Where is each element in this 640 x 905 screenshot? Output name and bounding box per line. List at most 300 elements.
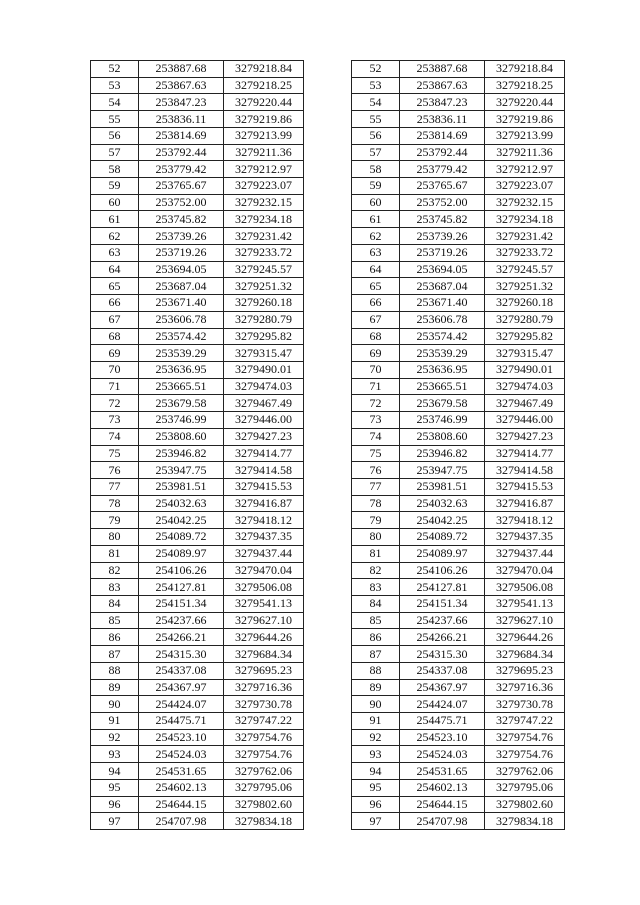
- point-number-cell: 54: [91, 94, 139, 111]
- point-number-cell: 96: [91, 796, 139, 813]
- x-coordinate-cell: 254523.10: [139, 729, 224, 746]
- point-number-cell: 97: [352, 813, 400, 830]
- y-coordinate-cell: 3279415.53: [485, 478, 565, 495]
- point-number-cell: 94: [352, 763, 400, 780]
- y-coordinate-cell: 3279234.18: [485, 211, 565, 228]
- point-number-cell: 87: [352, 646, 400, 663]
- point-number-cell: 96: [352, 796, 400, 813]
- x-coordinate-cell: 253606.78: [139, 311, 224, 328]
- y-coordinate-cell: 3279802.60: [224, 796, 304, 813]
- point-number-cell: 61: [91, 211, 139, 228]
- x-coordinate-cell: 253867.63: [139, 77, 224, 94]
- table-row: [352, 77, 565, 94]
- point-number-cell: 64: [352, 261, 400, 278]
- y-coordinate-cell: 3279218.25: [224, 77, 304, 94]
- x-coordinate-cell: 254042.25: [139, 512, 224, 529]
- y-coordinate-cell: 3279695.23: [485, 662, 565, 679]
- y-coordinate-cell: 3279211.36: [224, 144, 304, 161]
- point-number-cell: 67: [352, 311, 400, 328]
- table-row: [352, 629, 565, 646]
- x-coordinate-cell: 253779.42: [139, 161, 224, 178]
- table-row: [352, 779, 565, 796]
- y-coordinate-cell: 3279762.06: [485, 763, 565, 780]
- table-row: [352, 796, 565, 813]
- table-row: [91, 662, 304, 679]
- table-row: [352, 512, 565, 529]
- x-coordinate-cell: 254707.98: [400, 813, 485, 830]
- table-row: [91, 629, 304, 646]
- y-coordinate-cell: 3279414.58: [224, 462, 304, 479]
- table-row: [352, 412, 565, 429]
- point-number-cell: 84: [352, 596, 400, 613]
- x-coordinate-cell: 253792.44: [139, 144, 224, 161]
- y-coordinate-cell: 3279467.49: [224, 395, 304, 412]
- x-coordinate-cell: 254523.10: [400, 729, 485, 746]
- x-coordinate-cell: 254089.72: [400, 529, 485, 546]
- x-coordinate-cell: 253665.51: [139, 378, 224, 395]
- point-number-cell: 62: [91, 228, 139, 245]
- point-number-cell: 70: [91, 361, 139, 378]
- table-row: [352, 161, 565, 178]
- y-coordinate-cell: 3279802.60: [485, 796, 565, 813]
- y-coordinate-cell: 3279795.06: [224, 779, 304, 796]
- point-number-cell: 90: [352, 696, 400, 713]
- x-coordinate-cell: 253752.00: [139, 194, 224, 211]
- y-coordinate-cell: 3279834.18: [224, 813, 304, 830]
- y-coordinate-cell: 3279644.26: [485, 629, 565, 646]
- table-row: [352, 311, 565, 328]
- x-coordinate-cell: 253887.68: [139, 61, 224, 78]
- y-coordinate-cell: 3279414.77: [224, 445, 304, 462]
- x-coordinate-cell: 254475.71: [139, 713, 224, 730]
- x-coordinate-cell: 254089.72: [139, 529, 224, 546]
- y-coordinate-cell: 3279218.25: [485, 77, 565, 94]
- y-coordinate-cell: 3279418.12: [224, 512, 304, 529]
- table-body-left: [91, 61, 304, 830]
- x-coordinate-cell: 253671.40: [139, 295, 224, 312]
- point-number-cell: 91: [91, 713, 139, 730]
- x-coordinate-cell: 253694.05: [139, 261, 224, 278]
- y-coordinate-cell: 3279754.76: [485, 746, 565, 763]
- point-number-cell: 68: [91, 328, 139, 345]
- y-coordinate-cell: 3279218.84: [224, 61, 304, 78]
- x-coordinate-cell: 254089.97: [400, 545, 485, 562]
- point-number-cell: 80: [352, 529, 400, 546]
- x-coordinate-cell: 253636.95: [139, 361, 224, 378]
- y-coordinate-cell: 3279427.23: [224, 428, 304, 445]
- x-coordinate-cell: 253606.78: [400, 311, 485, 328]
- y-coordinate-cell: 3279234.18: [224, 211, 304, 228]
- y-coordinate-cell: 3279416.87: [485, 495, 565, 512]
- x-coordinate-cell: 254237.66: [139, 612, 224, 629]
- point-number-cell: 83: [91, 579, 139, 596]
- x-coordinate-cell: 254032.63: [139, 495, 224, 512]
- point-number-cell: 59: [352, 178, 400, 195]
- y-coordinate-cell: 3279716.36: [485, 679, 565, 696]
- table-row: [352, 729, 565, 746]
- x-coordinate-cell: 254089.97: [139, 545, 224, 562]
- x-coordinate-cell: 254524.03: [139, 746, 224, 763]
- point-number-cell: 67: [91, 311, 139, 328]
- y-coordinate-cell: 3279219.86: [485, 111, 565, 128]
- x-coordinate-cell: 253836.11: [139, 111, 224, 128]
- x-coordinate-cell: 253746.99: [400, 412, 485, 429]
- point-number-cell: 78: [91, 495, 139, 512]
- y-coordinate-cell: 3279315.47: [485, 345, 565, 362]
- y-coordinate-cell: 3279260.18: [485, 295, 565, 312]
- y-coordinate-cell: 3279506.08: [485, 579, 565, 596]
- x-coordinate-cell: 254337.08: [400, 662, 485, 679]
- point-number-cell: 93: [352, 746, 400, 763]
- y-coordinate-cell: 3279437.35: [485, 529, 565, 546]
- point-number-cell: 66: [352, 295, 400, 312]
- point-number-cell: 77: [91, 478, 139, 495]
- y-coordinate-cell: 3279219.86: [224, 111, 304, 128]
- point-number-cell: 95: [352, 779, 400, 796]
- x-coordinate-cell: 253765.67: [400, 178, 485, 195]
- y-coordinate-cell: 3279541.13: [485, 596, 565, 613]
- x-coordinate-cell: 254644.15: [400, 796, 485, 813]
- table-row: [91, 77, 304, 94]
- x-coordinate-cell: 254531.65: [139, 763, 224, 780]
- x-coordinate-cell: 253792.44: [400, 144, 485, 161]
- point-number-cell: 81: [352, 545, 400, 562]
- y-coordinate-cell: 3279414.58: [485, 462, 565, 479]
- y-coordinate-cell: 3279754.76: [224, 746, 304, 763]
- point-number-cell: 92: [352, 729, 400, 746]
- table-row: [91, 428, 304, 445]
- point-number-cell: 69: [91, 345, 139, 362]
- point-number-cell: 56: [352, 127, 400, 144]
- y-coordinate-cell: 3279233.72: [485, 244, 565, 261]
- table-body-right: [352, 61, 565, 830]
- y-coordinate-cell: 3279232.15: [224, 194, 304, 211]
- point-number-cell: 65: [352, 278, 400, 295]
- point-number-cell: 90: [91, 696, 139, 713]
- x-coordinate-cell: 253636.95: [400, 361, 485, 378]
- y-coordinate-cell: 3279627.10: [485, 612, 565, 629]
- y-coordinate-cell: 3279213.99: [224, 127, 304, 144]
- x-coordinate-cell: 253808.60: [400, 428, 485, 445]
- point-number-cell: 85: [91, 612, 139, 629]
- x-coordinate-cell: 253847.23: [139, 94, 224, 111]
- y-coordinate-cell: 3279644.26: [224, 629, 304, 646]
- x-coordinate-cell: 254042.25: [400, 512, 485, 529]
- y-coordinate-cell: 3279212.97: [224, 161, 304, 178]
- table-row: [352, 746, 565, 763]
- x-coordinate-cell: 253887.68: [400, 61, 485, 78]
- x-coordinate-cell: 253746.99: [139, 412, 224, 429]
- table-row: [91, 228, 304, 245]
- y-coordinate-cell: 3279315.47: [224, 345, 304, 362]
- x-coordinate-cell: 253539.29: [400, 345, 485, 362]
- point-number-cell: 73: [91, 412, 139, 429]
- x-coordinate-cell: 253739.26: [139, 228, 224, 245]
- y-coordinate-cell: 3279754.76: [485, 729, 565, 746]
- y-coordinate-cell: 3279795.06: [485, 779, 565, 796]
- table-row: [352, 495, 565, 512]
- y-coordinate-cell: 3279295.82: [224, 328, 304, 345]
- y-coordinate-cell: 3279446.00: [224, 412, 304, 429]
- point-number-cell: 63: [352, 244, 400, 261]
- table-row: [91, 579, 304, 596]
- table-row: [352, 545, 565, 562]
- table-row: [352, 646, 565, 663]
- y-coordinate-cell: 3279747.22: [485, 713, 565, 730]
- y-coordinate-cell: 3279754.76: [224, 729, 304, 746]
- point-number-cell: 68: [352, 328, 400, 345]
- table-row: [352, 244, 565, 261]
- x-coordinate-cell: 253847.23: [400, 94, 485, 111]
- point-number-cell: 65: [91, 278, 139, 295]
- y-coordinate-cell: 3279245.57: [485, 261, 565, 278]
- x-coordinate-cell: 253947.75: [139, 462, 224, 479]
- table-row: [352, 345, 565, 362]
- x-coordinate-cell: 253947.75: [400, 462, 485, 479]
- table-row: [352, 428, 565, 445]
- point-number-cell: 81: [91, 545, 139, 562]
- x-coordinate-cell: 254367.97: [400, 679, 485, 696]
- point-number-cell: 74: [91, 428, 139, 445]
- point-number-cell: 71: [91, 378, 139, 395]
- table-row: [91, 779, 304, 796]
- y-coordinate-cell: 3279437.44: [485, 545, 565, 562]
- x-coordinate-cell: 253752.00: [400, 194, 485, 211]
- point-number-cell: 69: [352, 345, 400, 362]
- table-row: [352, 445, 565, 462]
- y-coordinate-cell: 3279747.22: [224, 713, 304, 730]
- point-number-cell: 59: [91, 178, 139, 195]
- point-number-cell: 97: [91, 813, 139, 830]
- x-coordinate-cell: 253719.26: [400, 244, 485, 261]
- table-row: [352, 361, 565, 378]
- point-number-cell: 76: [352, 462, 400, 479]
- x-coordinate-cell: 254151.34: [400, 596, 485, 613]
- point-number-cell: 93: [91, 746, 139, 763]
- point-number-cell: 54: [352, 94, 400, 111]
- table-row: [91, 328, 304, 345]
- y-coordinate-cell: 3279437.35: [224, 529, 304, 546]
- y-coordinate-cell: 3279474.03: [224, 378, 304, 395]
- table-row: [91, 111, 304, 128]
- point-number-cell: 76: [91, 462, 139, 479]
- point-number-cell: 55: [352, 111, 400, 128]
- point-number-cell: 84: [91, 596, 139, 613]
- table-row: [91, 746, 304, 763]
- table-row: [352, 612, 565, 629]
- y-coordinate-cell: 3279627.10: [224, 612, 304, 629]
- table-row: [91, 478, 304, 495]
- x-coordinate-cell: 253574.42: [139, 328, 224, 345]
- x-coordinate-cell: 253671.40: [400, 295, 485, 312]
- point-number-cell: 60: [352, 194, 400, 211]
- table-row: [91, 796, 304, 813]
- point-number-cell: 58: [352, 161, 400, 178]
- point-number-cell: 55: [91, 111, 139, 128]
- point-number-cell: 94: [91, 763, 139, 780]
- x-coordinate-cell: 254127.81: [400, 579, 485, 596]
- x-coordinate-cell: 253539.29: [139, 345, 224, 362]
- y-coordinate-cell: 3279213.99: [485, 127, 565, 144]
- y-coordinate-cell: 3279295.82: [485, 328, 565, 345]
- y-coordinate-cell: 3279251.32: [485, 278, 565, 295]
- y-coordinate-cell: 3279245.57: [224, 261, 304, 278]
- y-coordinate-cell: 3279467.49: [485, 395, 565, 412]
- x-coordinate-cell: 253867.63: [400, 77, 485, 94]
- x-coordinate-cell: 253745.82: [139, 211, 224, 228]
- x-coordinate-cell: 253765.67: [139, 178, 224, 195]
- point-number-cell: 75: [91, 445, 139, 462]
- point-number-cell: 73: [352, 412, 400, 429]
- table-row: [91, 161, 304, 178]
- y-coordinate-cell: 3279223.07: [224, 178, 304, 195]
- point-number-cell: 83: [352, 579, 400, 596]
- table-row: [91, 646, 304, 663]
- x-coordinate-cell: 253946.82: [139, 445, 224, 462]
- point-number-cell: 86: [352, 629, 400, 646]
- point-number-cell: 79: [352, 512, 400, 529]
- x-coordinate-cell: 254237.66: [400, 612, 485, 629]
- point-number-cell: 63: [91, 244, 139, 261]
- point-number-cell: 89: [352, 679, 400, 696]
- table-row: [352, 111, 565, 128]
- point-number-cell: 52: [352, 61, 400, 78]
- point-number-cell: 53: [91, 77, 139, 94]
- table-row: [352, 94, 565, 111]
- point-number-cell: 87: [91, 646, 139, 663]
- table-row: [91, 211, 304, 228]
- point-number-cell: 66: [91, 295, 139, 312]
- table-row: [352, 228, 565, 245]
- point-number-cell: 62: [352, 228, 400, 245]
- y-coordinate-cell: 3279220.44: [485, 94, 565, 111]
- y-coordinate-cell: 3279684.34: [224, 646, 304, 663]
- y-coordinate-cell: 3279418.12: [485, 512, 565, 529]
- x-coordinate-cell: 254602.13: [139, 779, 224, 796]
- point-number-cell: 53: [352, 77, 400, 94]
- table-row: [352, 478, 565, 495]
- y-coordinate-cell: 3279541.13: [224, 596, 304, 613]
- y-coordinate-cell: 3279416.87: [224, 495, 304, 512]
- point-number-cell: 74: [352, 428, 400, 445]
- point-number-cell: 61: [352, 211, 400, 228]
- point-number-cell: 60: [91, 194, 139, 211]
- table-row: [352, 813, 565, 830]
- table-row: [91, 612, 304, 629]
- point-number-cell: 70: [352, 361, 400, 378]
- table-row: [352, 462, 565, 479]
- table-row: [91, 713, 304, 730]
- point-number-cell: 56: [91, 127, 139, 144]
- x-coordinate-cell: 253808.60: [139, 428, 224, 445]
- x-coordinate-cell: 253694.05: [400, 261, 485, 278]
- table-row: [91, 679, 304, 696]
- point-number-cell: 64: [91, 261, 139, 278]
- x-coordinate-cell: 253719.26: [139, 244, 224, 261]
- point-number-cell: 58: [91, 161, 139, 178]
- x-coordinate-cell: 254106.26: [139, 562, 224, 579]
- table-row: [352, 261, 565, 278]
- table-row: [352, 596, 565, 613]
- x-coordinate-cell: 253687.04: [139, 278, 224, 295]
- table-row: [352, 295, 565, 312]
- x-coordinate-cell: 253679.58: [400, 395, 485, 412]
- table-row: [91, 311, 304, 328]
- x-coordinate-cell: 254106.26: [400, 562, 485, 579]
- y-coordinate-cell: 3279716.36: [224, 679, 304, 696]
- table-row: [91, 763, 304, 780]
- table-row: [91, 194, 304, 211]
- x-coordinate-cell: 254266.21: [400, 629, 485, 646]
- coordinate-table-left: [90, 60, 304, 830]
- table-row: [91, 278, 304, 295]
- point-number-cell: 82: [352, 562, 400, 579]
- table-row: [91, 729, 304, 746]
- y-coordinate-cell: 3279211.36: [485, 144, 565, 161]
- x-coordinate-cell: 254337.08: [139, 662, 224, 679]
- x-coordinate-cell: 253745.82: [400, 211, 485, 228]
- table-row: [91, 395, 304, 412]
- table-row: [91, 261, 304, 278]
- table-row: [91, 178, 304, 195]
- y-coordinate-cell: 3279446.00: [485, 412, 565, 429]
- table-row: [91, 512, 304, 529]
- y-coordinate-cell: 3279212.97: [485, 161, 565, 178]
- point-number-cell: 86: [91, 629, 139, 646]
- x-coordinate-cell: 253574.42: [400, 328, 485, 345]
- y-coordinate-cell: 3279730.78: [224, 696, 304, 713]
- table-row: [352, 178, 565, 195]
- y-coordinate-cell: 3279834.18: [485, 813, 565, 830]
- y-coordinate-cell: 3279684.34: [485, 646, 565, 663]
- table-row: [352, 378, 565, 395]
- x-coordinate-cell: 254644.15: [139, 796, 224, 813]
- x-coordinate-cell: 254315.30: [400, 646, 485, 663]
- point-number-cell: 91: [352, 713, 400, 730]
- x-coordinate-cell: 253836.11: [400, 111, 485, 128]
- point-number-cell: 57: [91, 144, 139, 161]
- y-coordinate-cell: 3279260.18: [224, 295, 304, 312]
- table-row: [352, 562, 565, 579]
- x-coordinate-cell: 254127.81: [139, 579, 224, 596]
- point-number-cell: 78: [352, 495, 400, 512]
- y-coordinate-cell: 3279470.04: [485, 562, 565, 579]
- y-coordinate-cell: 3279730.78: [485, 696, 565, 713]
- table-row: [352, 696, 565, 713]
- point-number-cell: 88: [91, 662, 139, 679]
- y-coordinate-cell: 3279251.32: [224, 278, 304, 295]
- x-coordinate-cell: 253981.51: [400, 478, 485, 495]
- point-number-cell: 88: [352, 662, 400, 679]
- x-coordinate-cell: 253679.58: [139, 395, 224, 412]
- x-coordinate-cell: 253665.51: [400, 378, 485, 395]
- table-row: [91, 361, 304, 378]
- table-row: [91, 813, 304, 830]
- x-coordinate-cell: 253779.42: [400, 161, 485, 178]
- coordinate-table-right: [351, 60, 565, 830]
- table-row: [91, 378, 304, 395]
- point-number-cell: 80: [91, 529, 139, 546]
- table-row: [352, 61, 565, 78]
- x-coordinate-cell: 254424.07: [400, 696, 485, 713]
- table-row: [91, 495, 304, 512]
- x-coordinate-cell: 254367.97: [139, 679, 224, 696]
- table-row: [352, 763, 565, 780]
- y-coordinate-cell: 3279218.84: [485, 61, 565, 78]
- x-coordinate-cell: 254524.03: [400, 746, 485, 763]
- table-row: [352, 278, 565, 295]
- table-row: [91, 696, 304, 713]
